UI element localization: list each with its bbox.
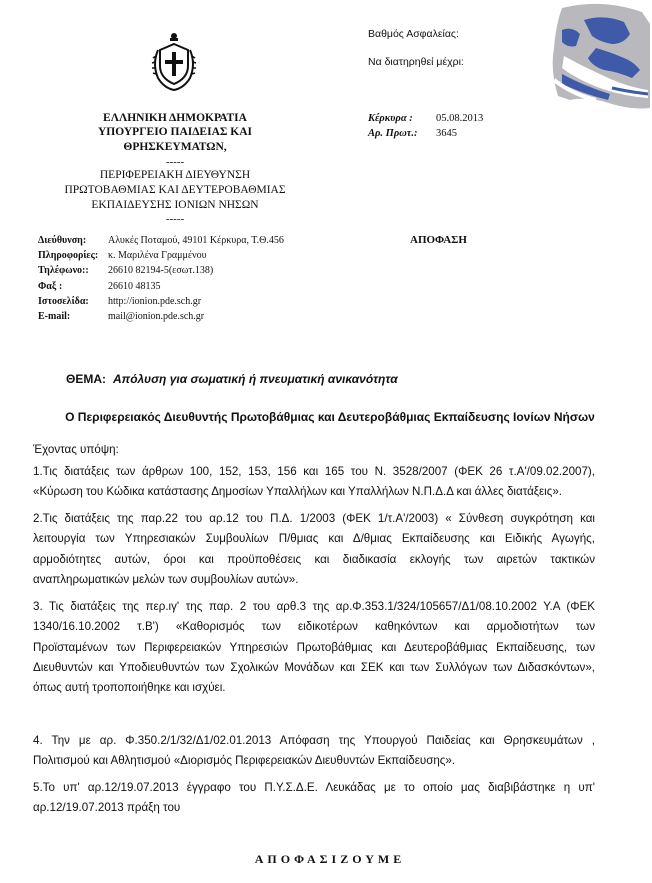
header-divider-2: -----: [165, 213, 185, 225]
paragraph-line: 4. Την με αρ. Φ.350.2/1/32/Δ1/02.01.2013 Απόφαση της Υπουργού Παιδείας και Θρησκευμάτων ,: [33, 734, 595, 747]
fax-label: Φαξ :: [38, 281, 63, 292]
greek-coat-of-arms-icon: [150, 30, 198, 92]
header-ionian-islands: ΕΚΠΑΙΔΕΥΣΗΣ ΙΟΝΙΩΝ ΝΗΣΩΝ: [91, 199, 259, 211]
paragraph-line: Διευθυντών και Υποδιευθυντών των Σχολικών Μονάδων και ΣΕΚ και των Συλλόγων των Διδασκόντων»,: [33, 660, 595, 674]
subject-text: Απόλυση για σωματική ή πνευματική ανικανότητα: [113, 372, 398, 386]
protocol-number: 3645: [436, 128, 457, 139]
fax-value: 26610 48135: [108, 281, 161, 292]
paragraph-4: [33, 731, 595, 772]
paragraph-1: [33, 462, 595, 503]
paragraph-2: [33, 509, 595, 590]
phone-label: Τηλέφωνο::: [38, 265, 89, 276]
paragraph-line: αρμοδιότητες αυτών, όροι και προϋποθέσεις και διαδικασία εκλογής των αιρετών τακτικών: [33, 552, 595, 566]
security-level: Βαθμός Ασφαλείας:: [368, 28, 459, 40]
contact-value: κ. Μαριλένα Γραμμένου: [108, 250, 207, 261]
subject-label: ΘΕΜΑ:: [66, 372, 106, 386]
paragraph-line: «Κύρωση του Κώδικα κατάστασης Δημοσίων Υπαλλήλων και Υπαλλήλων Ν.Π.Δ.Δ και άλλες διατάξεις».: [33, 485, 563, 499]
header-regional-directorate: ΠΕΡΙΦΕΡΕΙΑΚΗ ΔΙΕΥΘΥΝΣΗ: [99, 169, 251, 181]
protocol-label: Αρ. Πρωτ.:: [368, 128, 418, 139]
paragraph-line: Πολιτισμού και Αθλητισμού «Διορισμός Περιφερειακών Διευθυντών Εκπαίδευσης».: [33, 754, 456, 768]
email-label: E-mail:: [38, 311, 71, 322]
header-education-levels: ΠΡΩΤΟΒΑΘΜΙΑΣ ΚΑΙ ΔΕΥΤΕΡΟΒΑΘΜΙΑΣ: [64, 184, 286, 196]
paragraph-line: όπως αυτή τροποποιήθηκε και ισχύει.: [33, 681, 226, 695]
decision-title: ΑΠΟΦΑΣΗ: [410, 234, 467, 246]
paragraph-line: αναπληρωματικών μελών των συμβουλίων αυτών».: [33, 572, 299, 586]
paragraph-line: λειτουργία των Υπηρεσιακών Συμβουλίων Π/θμιας και Δ/θμιας Εκπαίδευσης και Ειδικής Αγωγής,: [33, 532, 595, 546]
director-title: Ο Περιφερειακός Διευθυντής Πρωτοβάθμιας και Δευτεροβάθμιας Εκπαίδευσης Ιονίων Νήσων: [65, 410, 595, 424]
paragraph-line: 1.Τις διατάξεις των άρθρων 100, 152, 153, 156 και 165 του Ν. 3528/2007 (ΦΕΚ 26 τ.Α'/09.02.2007),: [33, 465, 595, 478]
address-value: Αλυκές Ποταμού, 49101 Κέρκυρα, Τ.Θ.456: [108, 235, 284, 246]
website-link[interactable]: http://ionion.pde.sch.gr: [108, 296, 202, 307]
retention-period: Να διατηρηθεί μέχρι:: [368, 56, 464, 68]
email-link[interactable]: mail@ionion.pde.sch.gr: [108, 311, 205, 322]
document-date: 05.08.2013: [436, 113, 484, 124]
address-label: Διεύθυνση:: [38, 235, 87, 246]
phone-value: 26610 82194-5(εσωτ.138): [108, 265, 214, 276]
website-label: Ιστοσελίδα:: [38, 296, 89, 307]
paragraph-line: 5.Το υπ' αρ.12/19.07.2013 έγγραφο του Π.Υ.Σ.Δ.Ε. Λευκάδας με το οποίο μας διαβιβάστηκε η υπ': [33, 781, 595, 794]
regional-directorate-logo-icon: [492, 0, 652, 112]
paragraph-5: [33, 778, 595, 819]
considering-intro: Έχοντας υπόψη:: [33, 443, 119, 456]
paragraph-3: [33, 597, 595, 698]
paragraph-line: 3. Τις διατάξεις της περ.ιγ' της παρ. 2 του αρθ.3 της αρ.Φ.353.1/324/105657/Δ1/08.10.2002 Υ.Α (ΦΕΚ: [33, 600, 595, 613]
paragraph-line: Προϊσταμένων των Περιφερειακών Υπηρεσιών Πρωτοβάθμιας και Δευτεροβάθμιας Εκπαίδευσης, των: [33, 640, 595, 654]
place-label: Κέρκυρα :: [368, 113, 413, 124]
header-ministry: ΥΠΟΥΡΓΕΙΟ ΠΑΙΔΕΙΑΣ ΚΑΙ ΘΡΗΣΚΕΥΜΑΤΩΝ,: [97, 126, 252, 153]
paragraph-line: 2.Τις διατάξεις της παρ.22 του αρ.12 του Π.Δ. 1/2003 (ΦΕΚ 1/τ.Α'/2003) « Σύνθεση συγκρότηση και: [33, 512, 595, 525]
header-republic: ΕΛΛΗΝΙΚΗ ΔΗΜΟΚΡΑΤΙΑ: [103, 112, 247, 124]
header-divider: -----: [165, 156, 185, 168]
paragraph-line: αρ.12/19.07.2013 πράξη του: [33, 801, 181, 815]
paragraph-line: 1340/16.10.2002 τ.Β') «Καθορισμός των ειδικοτέρων καθηκόντων και αρμοδιοτήτων των: [33, 620, 595, 634]
we-decide-heading: ΑΠΟΦΑΣΙΖΟΥΜΕ: [254, 852, 406, 866]
contact-label: Πληροφορίες:: [38, 250, 99, 261]
